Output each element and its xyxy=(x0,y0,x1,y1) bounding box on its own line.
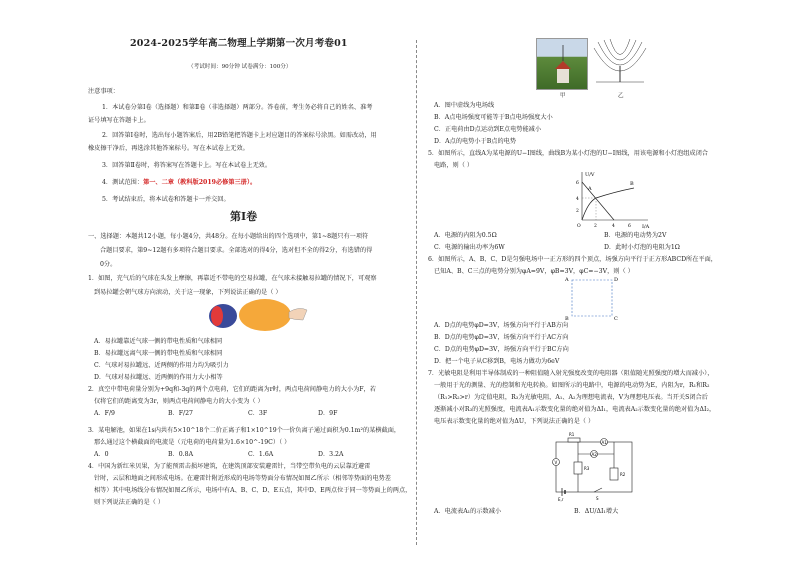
resistor-r2-icon xyxy=(610,468,618,480)
q3-option: A．0 xyxy=(94,451,109,458)
notice-line: 证号填写在答题卡上。 xyxy=(88,117,150,124)
q3-option: C．1.6A xyxy=(248,451,274,458)
q1-option: A．易拉罐靠近气球一侧的带电性质和气球相同 xyxy=(94,338,223,345)
q4-text: 4．中国为新红米贝果，为了能预雷击损坏建筑，在建筑顶部安装避雷针，当带空带负电的云层靠近避雷 xyxy=(88,463,371,470)
intro-line: 0分。 xyxy=(100,261,117,268)
q2-option: A．F/9 xyxy=(94,410,115,417)
q7-text: 7．光敏电阻是利用半导体制成的一种阻值随入射光强度改变的电阻器（阻值随光照强度的增大而减小）， xyxy=(428,370,714,377)
notice-4-label: 4．测试范围： xyxy=(102,179,144,186)
intro-line: 合题目要求，第9~12题有多项符合题目要求。全部选对的得4分，选对但不全的得2分，有选错的得 xyxy=(100,247,373,254)
vertex-a: A xyxy=(565,277,569,283)
q2-option: D．9F xyxy=(318,410,338,417)
q4-option: D．A点的电势小于B点的电势 xyxy=(434,138,517,145)
q1-text: 1．如图，充气后的气球在头发上摩擦，再靠近不带电的空易拉罐，在气球未接触易拉罐的情况下，可观察 xyxy=(88,275,377,282)
vertex-c: C xyxy=(614,316,618,322)
photoresistor-r3-icon xyxy=(574,462,582,474)
switch-label: S xyxy=(596,496,599,501)
origin-label: O xyxy=(577,224,581,229)
q7-option: A．电流表A₁的示数减小 xyxy=(434,508,502,515)
q5-option: B．电源的电动势为2V xyxy=(604,232,667,239)
resistor-r1-icon xyxy=(568,438,580,442)
column-divider xyxy=(416,40,417,545)
q5-text: 电路，则（ ） xyxy=(434,162,474,169)
equipotential-figure xyxy=(592,36,648,90)
q6-text: 6．如图所示，A、B、C、D是匀强电场中一正方形的四个顶点，场强方向平行于正方形ABCD所在平面， xyxy=(428,256,717,263)
q2-text: 2．真空中带电荷量分别为+9q和-3q的两个点电荷，它们的距离为r时，两点电荷间静电力的大小为F，若 xyxy=(88,386,376,393)
vertex-d: D xyxy=(614,277,619,283)
photoresistor-r3-label: R3 xyxy=(584,466,590,471)
left-column xyxy=(88,0,413,562)
q5-option: A．电源的内阻为0.5Ω xyxy=(434,232,497,239)
notice-line: 3．回答第Ⅱ卷时，将答案写在答题卡上。写在本试卷上无效。 xyxy=(102,162,272,169)
test-scope: 第一、二章（教科版2019必修第三册）。 xyxy=(143,179,257,186)
curve-a-label: A xyxy=(588,186,592,192)
circuit-figure xyxy=(544,432,644,502)
q3-text: 那么通过这个横截面的电流是（元电荷的电荷量为1.6×10^-19C）（ ） xyxy=(94,439,291,446)
resistor-r2-label: R2 xyxy=(620,472,626,477)
q6-text: 已知A、B、C三点的电势分别为φA=9V，φB=3V，φC=−3V，则（ ） xyxy=(434,268,634,275)
q4-option: C．正电荷由D点运动到E点电势能减小 xyxy=(434,126,542,133)
q2-option: B．F/27 xyxy=(168,410,193,417)
lightning-rod-photo xyxy=(536,38,588,90)
section-title: 第Ⅰ卷 xyxy=(230,210,258,223)
notice-line: 1．本试卷分第Ⅰ卷（选择题）和第Ⅱ卷（非选择题）两部分。答卷前，考生务必将自己的姓名、准考 xyxy=(102,104,373,111)
ammeter-a1-label: A1 xyxy=(601,440,607,445)
q2-option: C．3F xyxy=(248,410,268,417)
notice-line: 橡皮擦干净后，再选涂其他答案标号。写在本试卷上无效。 xyxy=(88,145,249,152)
q2-text: 仅将它们的距离变为3r，则两点电荷间静电力的大小变为（ ） xyxy=(94,398,264,405)
q5-text: 5．如图所示，直线A为某电源的U−I图线，曲线B为某小灯泡的U−I图线，用该电源和小灯泡组成闭合 xyxy=(428,150,708,157)
q6-option: B．D点的电势φD=3V，场强方向平行于AC方向 xyxy=(434,334,569,341)
x-tick: 4 xyxy=(612,224,615,229)
q3-option: B．0.8A xyxy=(168,451,194,458)
vertex-b: B xyxy=(565,316,569,322)
q1-option: C．气球对易拉罐远、近两侧的作用力均为吸引力 xyxy=(94,362,229,369)
figure-label-jia: 甲 xyxy=(560,93,566,99)
notice-line: 2．回答第Ⅰ卷时，选出每小题答案后，用2B铅笔把答题卡上对应题目的答案标号涂黑。如需改动，用 xyxy=(102,132,377,139)
q7-text: 一般用于光的测量、光的控制和光电转换。如图所示的电路中，电源的电动势为E，内阻为r，R₁和R₂ xyxy=(434,382,710,389)
x-tick: 2 xyxy=(594,224,597,229)
square-figure xyxy=(564,274,620,322)
y-tick: 2 xyxy=(576,209,579,214)
q7-text: 逐渐减小对R₃的光照强度，电流表A₁示数变化量的绝对值为ΔI₁，电流表A₂示数变化量的绝对值为ΔI₂， xyxy=(434,406,716,413)
q4-text: 则下列说法正确的是（ ） xyxy=(94,499,165,506)
y-tick: 6 xyxy=(576,181,579,186)
notice-line: 5．考试结束后，将本试卷和答题卡一并交回。 xyxy=(102,196,230,203)
q4-text: 针时，云层和地面之间形成电场。在避雷针附近形成的电场等势面分布情况如图乙所示（相邻等势面的电势差 xyxy=(94,475,391,482)
q5-option: D．此时小灯泡的电阻为1Ω xyxy=(604,244,680,251)
q1-option: B．易拉罐远离气球一侧的带电性质和气球相同 xyxy=(94,350,223,357)
q4-text: 相等）其中电场线分布情况如图乙所示，电场中有A、B、C、D、E五点，其中D、E两点位于同一等势面上的两点， xyxy=(94,487,412,494)
q3-option: D．3.2A xyxy=(318,451,344,458)
ui-graph xyxy=(574,168,654,230)
q6-option: D．把一个电子从C移到B，电场力做功为6eV xyxy=(434,358,560,365)
q6-option: C．D点的电势φD=3V，场强方向平行于BC方向 xyxy=(434,346,569,353)
y-tick: 4 xyxy=(576,197,579,202)
graph-ylabel: U/V xyxy=(585,172,595,178)
q7-text: （R₁>R₂>r）为定值电阻，R₃为光敏电阻，A₁、A₂为理想电流表，V为理想电压表。当开关S闭合后 xyxy=(434,394,708,401)
resistor-r1-label: R1 xyxy=(569,432,575,437)
q3-text: 3．某电解池，如果在1s内共有5×10^18个二价正离子和1×10^19个一价负离子通过面积为0.1m²的某横截面， xyxy=(88,427,401,434)
curve-b-label: B xyxy=(630,181,634,187)
graph-xlabel: I/A xyxy=(642,224,650,230)
battery-label: E,r xyxy=(558,497,564,502)
exam-subtitle: （考试时间：90分钟 试卷满分：100分） xyxy=(188,64,292,70)
figure-label-yi: 乙 xyxy=(618,93,624,99)
balloon-can-figure xyxy=(203,296,313,336)
hand-icon xyxy=(289,308,307,320)
q6-option: A．D点的电势φD=3V，场强方向平行于AB方向 xyxy=(434,322,569,329)
q5-option: C．电源的输出功率为6W xyxy=(434,244,505,251)
balloon-icon xyxy=(239,299,291,331)
right-column xyxy=(424,0,749,562)
q1-option: D．气球对易拉罐远、近两侧的作用力大小相等 xyxy=(94,374,223,381)
ammeter-a2-label: A2 xyxy=(591,452,597,457)
page-title: 2024-2025学年高二物理上学期第一次月考卷01 xyxy=(130,38,348,49)
q4-option: A．图中虚线为电场线 xyxy=(434,102,495,109)
q4-option: B．A点电场强度可能等于B点电场强度大小 xyxy=(434,114,553,121)
notice-heading: 注意事项： xyxy=(88,88,119,95)
q1-text: 到易拉罐会朝气球方向滚动，关于这一现象，下列说法正确的是（ ） xyxy=(94,289,282,296)
x-tick: 6 xyxy=(628,224,631,229)
switch-icon xyxy=(594,488,602,492)
q7-text: 电压表示数变化量的绝对值为ΔU，下列说法正确的是（ ） xyxy=(434,418,595,425)
notice-line xyxy=(102,179,256,187)
q7-option: B．ΔU/ΔI₁增大 xyxy=(574,508,619,515)
intro-line: 一、选择题：本题共12小题，每小题4分，共48分。在每小题给出的四个选项中，第1~8题只有一项符 xyxy=(88,233,369,240)
voltmeter-label: V xyxy=(554,460,558,465)
